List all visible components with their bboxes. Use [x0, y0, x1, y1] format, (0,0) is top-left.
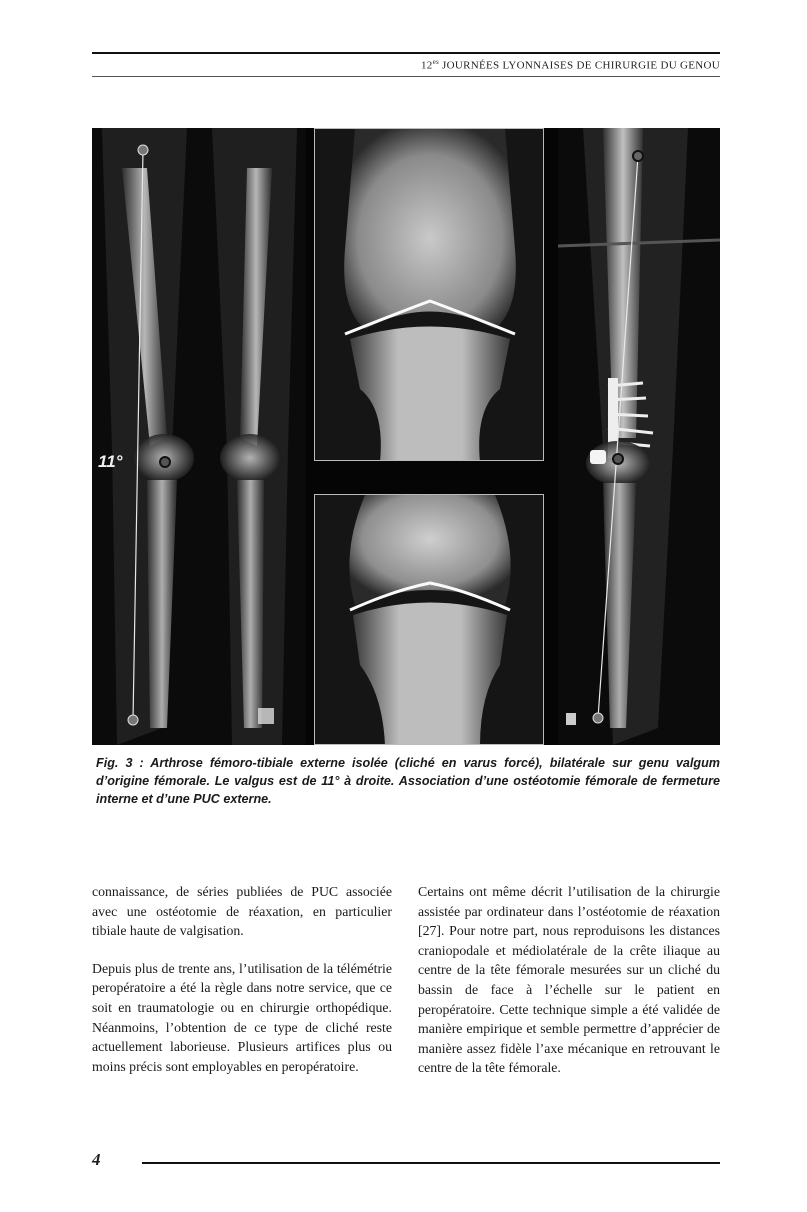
- page-number: 4: [92, 1150, 101, 1169]
- header-text: JOURNÉES LYONNAISES DE CHIRURGIE DU GENOU: [439, 59, 720, 72]
- radiograph-knee-bottom-image: [315, 495, 544, 745]
- radiograph-knee-top-image: [315, 129, 544, 461]
- angle-label: 11°: [98, 452, 123, 471]
- header-superscript: es: [432, 58, 439, 66]
- radiograph-panel-right: [558, 128, 720, 745]
- footer-rule: [142, 1162, 720, 1164]
- figure-caption: Fig. 3 : Arthrose fémoro-tibiale externe isolée (cliché en varus forcé), bilatérale sur genu valgum d’origine fémorale. Le valgus est de 11° à droite. Association d’une ostéotomie fémorale de fermeture interne et d’une PUC externe.: [96, 756, 720, 806]
- body-column-left: [92, 882, 392, 1094]
- paragraph: Depuis plus de trente ans, l’utilisation de la télémétrie peropératoire a été la règle dans notre service, que ce soit en traumatologie ou en chirurgie orthopédique. Néanmoins, l’obtention de ce type de cliché reste actuellement laborieuse. Plusieurs artifices plus ou moins précis sont employables en peropératoire.: [92, 960, 392, 1074]
- radiograph-panel-left: [92, 128, 306, 745]
- header-rule: [92, 52, 720, 54]
- header-number: 12: [420, 59, 433, 72]
- radiograph-panel-knee-top: [314, 128, 544, 461]
- radiograph-legs-image: [92, 128, 306, 745]
- running-header: [421, 58, 720, 72]
- radiograph-figure: [92, 128, 720, 745]
- radiograph-panel-knee-bottom: [314, 494, 544, 745]
- radiograph-postop-image: [558, 128, 720, 745]
- paragraph: connaissance, de séries publiées de PUC associée avec une ostéotomie de réaxation, en particulier tibiale haute de valgisation.: [92, 884, 392, 939]
- body-column-right: [418, 882, 720, 1096]
- paragraph: Certains ont même décrit l’utilisation de la chirurgie assistée par ordinateur dans l’ostéotomie de réaxation [27]. Pour notre part, nous reproduisons les distances craniopodale et médiolatérale de la crête iliaque au centre de la tête fémorale mesurées sur un cliché du bassin de face à l’échelle sur le patient en peropératoire. Cette technique simple a été validée de manière empirique et semble permettre d’apprécier de manière assez fidèle l’axe mécanique en retrouvant le centre de la tête fémorale.: [418, 884, 720, 1076]
- header-subrule: [92, 76, 720, 77]
